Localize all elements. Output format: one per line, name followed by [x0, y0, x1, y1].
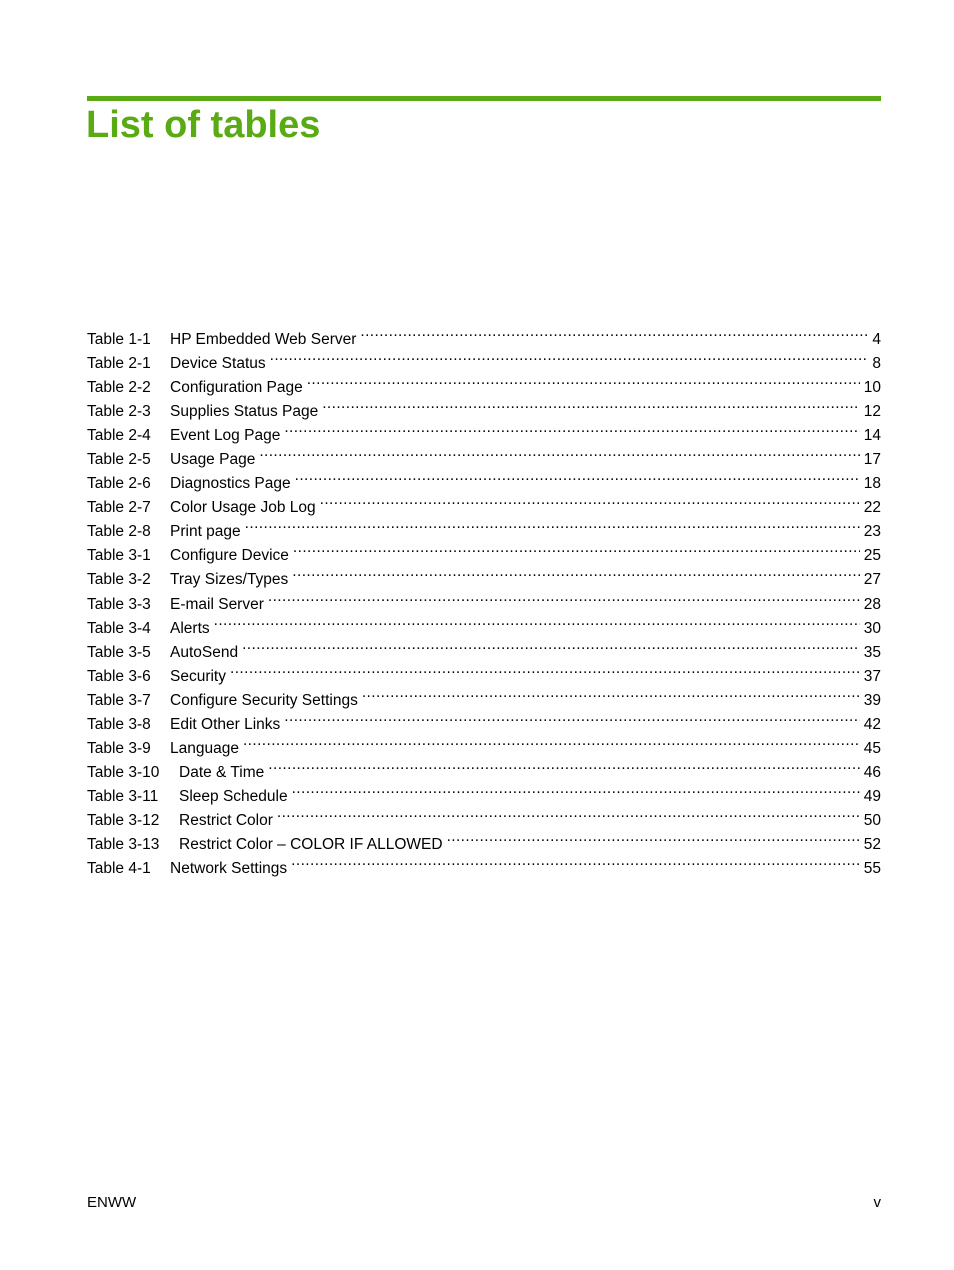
toc-entry-title: HP Embedded Web Server — [170, 331, 357, 348]
toc-entry-number: Table 3-2 — [87, 571, 151, 589]
toc-entry-number: Table 3-4 — [87, 619, 151, 637]
footer-doc-code: ENWW — [87, 1194, 137, 1211]
toc-entry-page: 42 — [863, 715, 881, 733]
toc-entry-number: Table 2-7 — [87, 499, 151, 517]
toc-entry-number: Table 2-1 — [87, 355, 151, 373]
toc-entry-page: 25 — [863, 547, 881, 565]
toc-entry-title: Device Status — [170, 355, 266, 373]
dot-leader — [295, 464, 860, 488]
toc-entry-number: Table 1-1 — [87, 331, 151, 348]
toc-entry-title: Alerts — [170, 619, 210, 637]
toc-entry-page: 12 — [863, 403, 881, 421]
toc-entry-page: 28 — [863, 595, 881, 613]
toc-entry-page: 27 — [863, 571, 881, 589]
dot-leader — [277, 801, 860, 825]
toc-entry-title: Event Log Page — [170, 427, 281, 445]
toc-entry-title: E-mail Server — [170, 595, 264, 613]
toc-entry-number: Table 3-9 — [87, 739, 151, 757]
toc-entry-page: 8 — [872, 355, 881, 373]
toc-entry-page: 55 — [863, 860, 881, 878]
toc-entry[interactable] — [87, 320, 881, 348]
toc-entry-title: Language — [170, 739, 239, 757]
toc-entry-title: Date & Time — [179, 763, 265, 781]
toc-entry-number: Table 3-1 — [87, 547, 151, 565]
toc-entry-title: Restrict Color – COLOR IF ALLOWED — [179, 835, 443, 853]
toc-entry-page: 37 — [863, 667, 881, 685]
dot-leader — [291, 849, 860, 873]
toc-entry-page: 30 — [863, 619, 881, 637]
toc-entry-page: 52 — [863, 835, 881, 853]
toc-entry-number: Table 3-10 — [87, 763, 160, 781]
dot-leader — [362, 681, 860, 705]
toc-entry-number: Table 2-6 — [87, 475, 151, 493]
toc-entry-title: Edit Other Links — [170, 715, 281, 733]
dot-leader — [292, 777, 860, 801]
toc-entry-page: 49 — [863, 787, 881, 805]
toc-entry-title: Restrict Color — [179, 811, 273, 829]
page-title: List of tables — [86, 104, 321, 146]
toc-entry-number: Table 2-2 — [87, 379, 151, 397]
dot-leader — [268, 753, 859, 777]
table-list — [87, 320, 881, 878]
toc-entry-page: 17 — [863, 451, 881, 469]
toc-entry-title: Configure Security Settings — [170, 691, 358, 709]
toc-entry-title: AutoSend — [170, 643, 239, 661]
toc-entry-number: Table 3-13 — [87, 835, 160, 853]
toc-entry-number: Table 2-4 — [87, 427, 151, 445]
toc-entry-title: Sleep Schedule — [179, 787, 288, 805]
toc-entry-title: Color Usage Job Log — [170, 499, 316, 517]
toc-entry-page: 14 — [863, 427, 881, 445]
toc-entry-page: 46 — [863, 763, 881, 781]
footer-page-number: v — [873, 1194, 881, 1211]
dot-leader — [284, 416, 859, 440]
dot-leader — [230, 657, 860, 681]
toc-entry-number: Table 2-3 — [87, 403, 151, 421]
toc-entry-page: 45 — [863, 739, 881, 757]
dot-leader — [307, 368, 860, 392]
toc-entry-title: Diagnostics Page — [170, 475, 291, 493]
toc-entry-page: 23 — [863, 523, 881, 541]
toc-entry-number: Table 3-3 — [87, 595, 151, 613]
toc-entry-page: 18 — [863, 475, 881, 493]
toc-entry-number: Table 4-1 — [87, 860, 151, 878]
dot-leader — [320, 488, 860, 512]
dot-leader — [243, 729, 860, 753]
dot-leader — [270, 344, 869, 368]
toc-entry-number: Table 2-5 — [87, 451, 151, 469]
toc-entry-page: 50 — [863, 811, 881, 829]
dot-leader — [284, 705, 859, 729]
dot-leader — [214, 609, 860, 633]
dot-leader — [292, 560, 859, 584]
toc-entry-page: 22 — [863, 499, 881, 517]
toc-entry-number: Table 3-7 — [87, 691, 151, 709]
toc-entry-number: Table 3-11 — [87, 787, 159, 805]
dot-leader — [293, 536, 860, 560]
toc-entry-title: Supplies Status Page — [170, 403, 319, 421]
dot-leader — [245, 512, 860, 536]
toc-entry-title: Configuration Page — [170, 379, 303, 397]
toc-entry-page: 35 — [863, 643, 881, 661]
dot-leader — [259, 440, 859, 464]
toc-entry-title: Print page — [170, 523, 241, 541]
toc-entry-title: Network Settings — [170, 860, 288, 878]
toc-entry-number: Table 3-6 — [87, 667, 151, 685]
toc-entry-title: Configure Device — [170, 547, 289, 565]
toc-entry-page: 4 — [872, 331, 881, 348]
toc-entry-number: Table 2-8 — [87, 523, 151, 541]
toc-entry-number: Table 3-12 — [87, 811, 160, 829]
dot-leader — [447, 825, 860, 849]
dot-leader — [242, 633, 860, 657]
toc-entry-title: Usage Page — [170, 451, 256, 469]
toc-entry-title: Tray Sizes/Types — [170, 571, 289, 589]
toc-entry-title: Security — [170, 667, 226, 685]
dot-leader — [322, 392, 860, 416]
toc-entry-number: Table 3-8 — [87, 715, 151, 733]
dot-leader — [268, 585, 860, 609]
toc-entry-number: Table 3-5 — [87, 643, 151, 661]
toc-entry-page: 10 — [863, 379, 881, 397]
toc-entry-page: 39 — [863, 691, 881, 709]
dot-leader — [360, 320, 868, 344]
